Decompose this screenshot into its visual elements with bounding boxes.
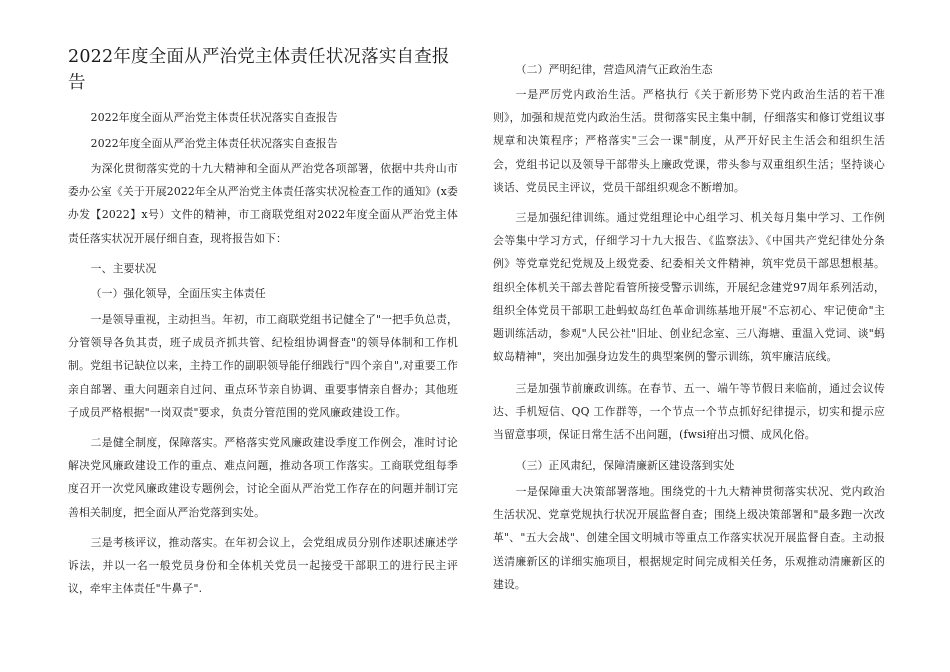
paragraph-intro: 为深化贯彻落实党的十九大精神和全面从严治党各项部署，依据中共舟山市委办公室《关于开展2022年全从严治党主体责任落实状况检查工作的通知》(x委办发【2022】x号）文件的精神，市工商联党组对2022年度全面从严治党主体责任落实状况开展仔细自查，现将报告如下： (68, 162, 458, 245)
paragraph-leadership: 一是领导重视，主动担当。年初，市工商联党组书记健全了"一把手负总责，分管领导各负其责，班子成员齐抓共管、纪检组协调督查"的领导体制和工作机制。党组书记缺位以来，主持工作的副职领导能仔细践行"四个亲自",对重要工作亲自部署、重大问题亲自过问、重点环节亲自协调、重要事情亲自督办；其他班子成员严格根据"一岗双责"要求，负责分管范围的党风廉政建设工作。 (68, 313, 458, 419)
document-title: 2022年度全面从严治党主体责任状况落实自查报告 (68, 47, 450, 93)
paragraph-subtitle-1: 2022年度全面从严治党主体责任状况落实自查报告 (90, 111, 338, 124)
paragraph-system: 二是健全制度，保障落实。严格落实党风廉政建设季度工作例会，准时讨论解决党风廉政建设工作的重点、难点问题，推动各项工作落实。工商联党组每季度召开一次党风廉政建设专题例会，讨论全面从严治党工作存在的问题并制订完善相关制度，把全面从严治党落到实处。 (68, 436, 458, 519)
heading-section-1: （一）强化领导，全面压实主体责任 (90, 287, 266, 300)
paragraph-discipline-training: 三是加强纪律训练。通过党组理论中心组学习、机关每月集中学习、工作例会等集中学习方式，仔细学习十九大报告、《监察法》、《中国共产党纪律处分条例》等党章党纪党规及上级党委、纪委相关文件精神，筑牢党员干部思想根基。组织全体机关干部去普陀看管所接受警示训练，开展纪念建党97周年系列活动，组织全体党员干部职工赴蚂蚁岛红色革命训练基地开展"不忘初心、牢记使命"主题训练活动，参观"人民公社"旧址、创业纪念室、三八海塘、重温入党词、谈"蚂蚁岛精神"，突出加强身边发生的典型案例的警示训练，筑牢廉洁底线。 (493, 211, 885, 364)
paragraph-holiday-training: 三是加强节前廉政训练。在春节、五一、端午等节假日来临前，通过会议传达、手机短信、QQ 工作群等，一个节点一个节点抓好纪律提示，切实和提示应当留意事项，保证日常生活不出问题，(fwsi疳出习惯、成风化俗。 (493, 382, 885, 442)
heading-section-2: （二）严明纪律，营造风清气正政治生态 (515, 63, 713, 76)
heading-section-3: （三）正风肃纪，保障清廉新区建设落到实处 (515, 459, 735, 472)
heading-main-status: 一、主要状况 (90, 262, 157, 275)
paragraph-decision-implementation: 一是保障重大决策部署落地。围绕党的十九大精神贯彻落实状况、党内政治生活状况、党章党规执行状况开展监督自查；围绕上级决策部署和"最多跑一次改革"、"五大会战"、创建全国文明城市等重点工作落实状况开展监督自查。主动报送清廉新区的详细实施项目，根据规定时间完成相关任务，乐观推动清廉新区的建设。 (493, 485, 885, 591)
paragraph-subtitle-2: 2022年度全面从严治党主体责任状况落实自查报告 (90, 137, 338, 150)
paragraph-political-life: 一是严厉党内政治生活。严格执行《关于新形势下党内政治生活的若干准则》，加强和规范党内政治生活。贯彻落实民主集中制，仔细落实和修订党组议事规章和决策程序；严格落实"三会一课"制度，从严开好民主生活会和组织生活会，党组书记以及领导干部带头上廉政党课，带头参与双重组织生活；坚持谈心谈话、党员民主评议，党员干部组织观念不断增加。 (493, 88, 885, 194)
paragraph-evaluation: 三是考核评议，推动落实。在年初会议上，会党组成员分别作述职述廉述学诉法，并以一名一般党员身份和全体机关党员一起接受干部职工的进行民主评议，牵牢主体责任"牛鼻子". (68, 536, 458, 596)
